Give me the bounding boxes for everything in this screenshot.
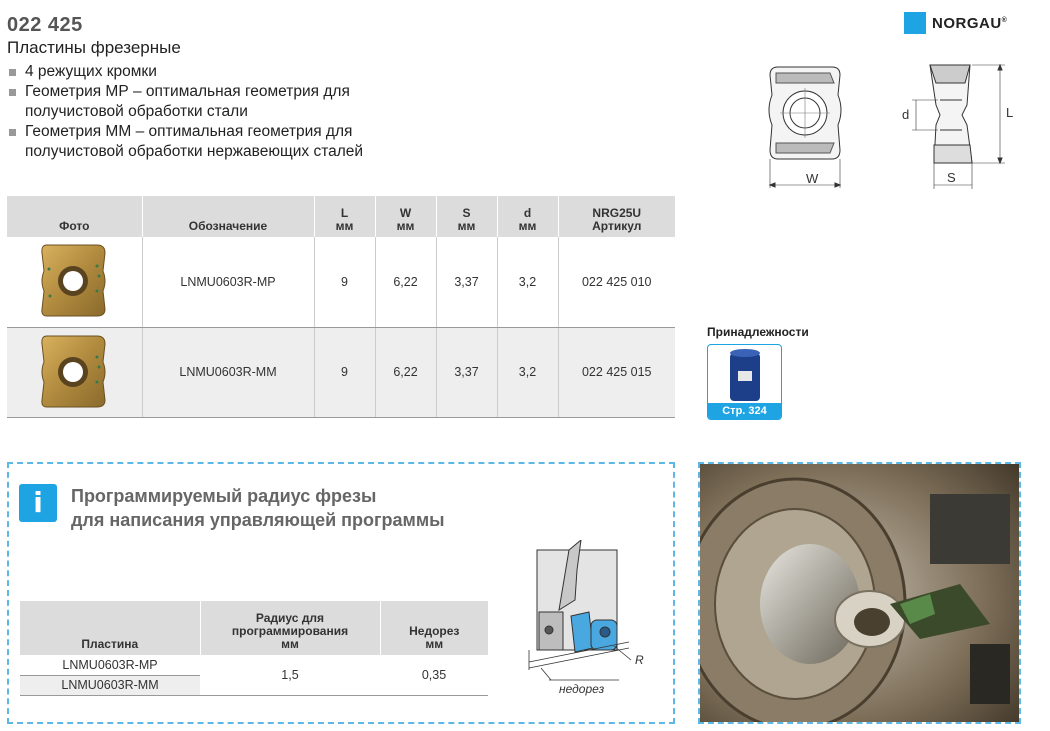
bullet-square-icon (9, 69, 16, 76)
side-view (912, 65, 1005, 189)
product-table (7, 196, 675, 418)
cell-w: 6,22 (375, 327, 436, 417)
insert-photo (7, 237, 142, 327)
cell-radius: 1,5 (200, 655, 380, 695)
logo-text: NORGAU® (932, 14, 1008, 32)
col-s: S мм (436, 196, 497, 237)
col-w: W мм (375, 196, 436, 237)
drawing-label-d: d (902, 107, 910, 122)
insert-technical-drawing (760, 55, 1030, 195)
radius-table (20, 601, 488, 696)
cutter-radius-diagram (519, 540, 669, 705)
table-row (20, 655, 488, 675)
col-insert: Пластина (20, 601, 200, 655)
cell-l: 9 (314, 327, 375, 417)
feature-item: 4 режущих кромки (7, 62, 363, 82)
feature-item-continuation: получистовой обработки нержавеющих сталей (25, 143, 364, 160)
accessory-card[interactable] (707, 344, 782, 420)
col-undercut: Недорез мм (380, 601, 488, 655)
norgau-logo (904, 12, 1007, 34)
insert-image (39, 332, 109, 410)
product-title: Пластины фрезерные (7, 38, 181, 57)
front-view (769, 67, 841, 188)
feature-item: Геометрия МР – оптимальная геометрия для (7, 82, 363, 102)
cell-s: 3,37 (436, 237, 497, 327)
col-designation: Обозначение (142, 196, 314, 237)
cell-insert: LNMU0603R-MM (20, 675, 200, 695)
lathe-image (700, 464, 1021, 724)
table-row (7, 237, 675, 327)
drawing-label-l: L (1006, 105, 1014, 120)
diagram-label-undercut: недорез (559, 682, 605, 696)
drawing-label-s: S (947, 170, 956, 185)
product-code: 022 425 (7, 14, 83, 36)
machining-photo (698, 462, 1021, 724)
info-panel (7, 462, 675, 724)
accessories-title: Принадлежности (707, 325, 809, 339)
feature-item: Геометрия ММ – оптимальная геометрия для (7, 122, 363, 142)
info-icon: i (19, 484, 57, 522)
logo-square-icon (904, 12, 926, 34)
table-row (7, 327, 675, 417)
insert-photo (7, 327, 142, 417)
col-article: NRG25U Артикул (558, 196, 675, 237)
cell-designation: LNMU0603R-MM (142, 327, 314, 417)
table-header-row (7, 196, 675, 237)
col-l: L мм (314, 196, 375, 237)
cell-s: 3,37 (436, 327, 497, 417)
cell-d: 3,2 (497, 327, 558, 417)
accessory-page-link[interactable]: Стр. 324 (708, 403, 781, 419)
cell-designation: LNMU0603R-MP (142, 237, 314, 327)
screw-box-image (708, 345, 782, 405)
col-photo: Фото (7, 196, 142, 237)
cell-w: 6,22 (375, 237, 436, 327)
diagram-label-r: R (635, 653, 644, 667)
insert-image (39, 241, 109, 319)
info-title: Программируемый радиус фрезы для написания управляющей программы (71, 486, 445, 530)
cell-undercut: 0,35 (380, 655, 488, 695)
bullet-square-icon (9, 129, 16, 136)
feature-list (7, 62, 363, 162)
cell-l: 9 (314, 237, 375, 327)
cell-insert: LNMU0603R-MP (20, 655, 200, 675)
cell-d: 3,2 (497, 237, 558, 327)
col-d: d мм (497, 196, 558, 237)
bullet-square-icon (9, 89, 16, 96)
col-radius: Радиус для программирования мм (200, 601, 380, 655)
feature-item-continuation: получистовой обработки стали (25, 103, 248, 120)
cell-article: 022 425 010 (558, 237, 675, 327)
cell-article: 022 425 015 (558, 327, 675, 417)
drawing-label-w: W (806, 171, 819, 186)
